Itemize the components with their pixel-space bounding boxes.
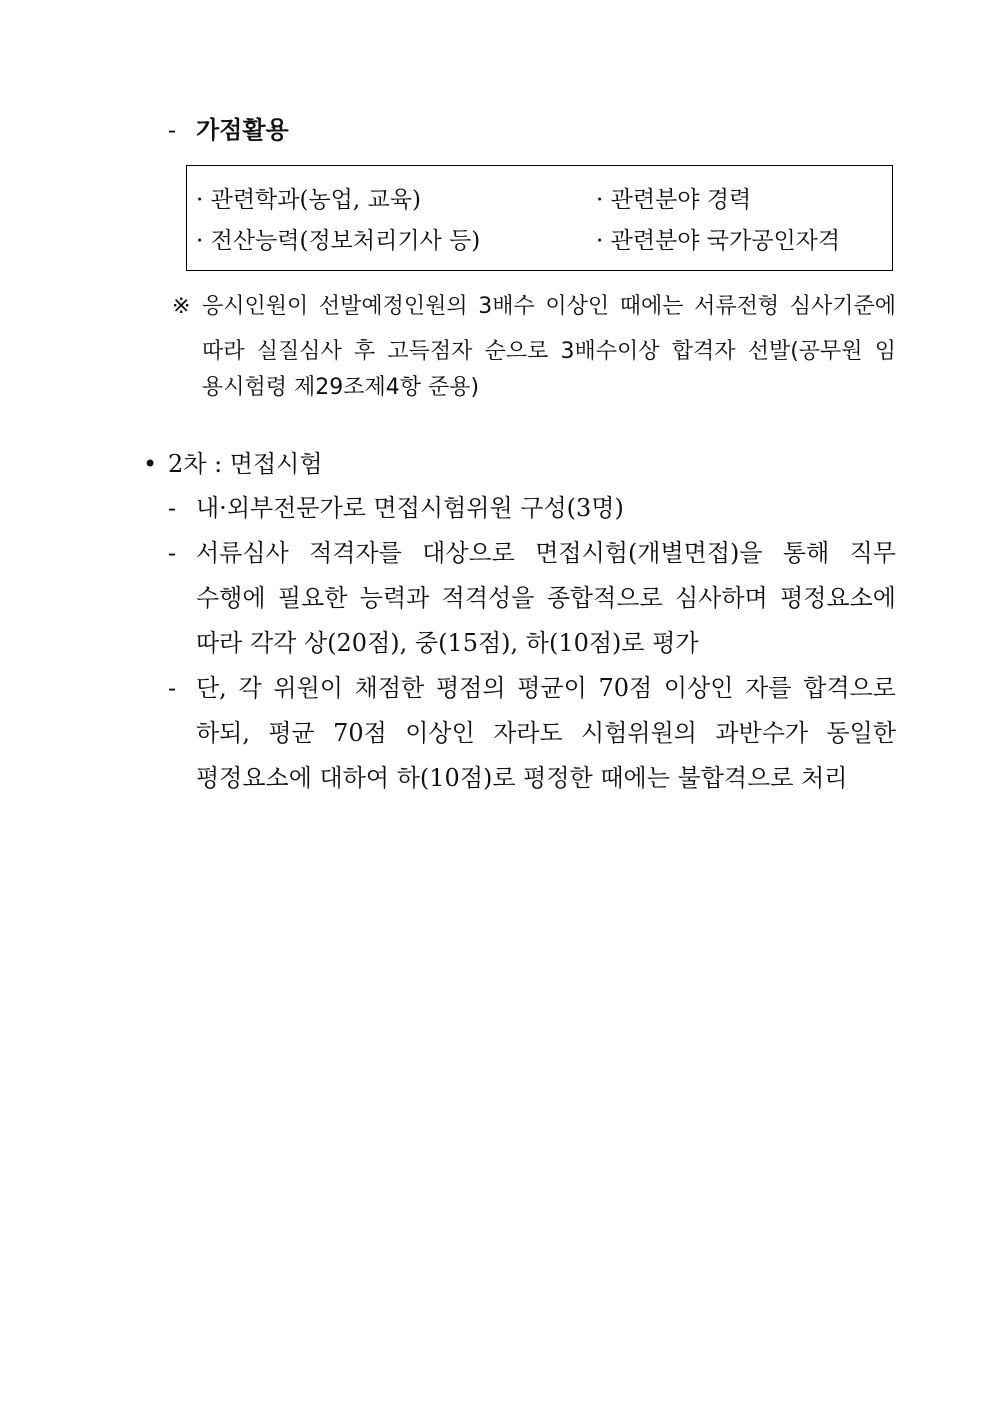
bonus-item: · 관련학과(농업, 교육): [196, 187, 421, 213]
item-text-line: 따라 각각 상(20점), 중(15점), 하(10점)로 평가: [196, 629, 699, 657]
item-text-line: 하되, 평균 70점 이상인 자라도 시험위원의 과반수가 동일한: [196, 719, 896, 747]
note-text-line: 용시험령 제29조제4항 준용): [202, 375, 480, 400]
bonus-item: · 전산능력(정보처리기사 등): [196, 228, 481, 254]
item-text-line: 수행에 필요한 능력과 적격성을 종합적으로 심사하며 평정요소에: [196, 584, 896, 612]
item-dash: -: [168, 674, 177, 702]
item-dash: -: [168, 539, 177, 567]
note-text-line: 응시인원이 선발예정인원의 3배수 이상인 때에는 서류전형 심사기준에: [202, 294, 896, 319]
item-dash: -: [168, 494, 177, 522]
note-text-line: 따라 실질심사 후 고득점자 순으로 3배수이상 합격자 선발(공무원 임: [202, 339, 896, 364]
item-text-line: 단, 각 위원이 채점한 평점의 평균이 70점 이상인 자를 합격으로: [196, 674, 896, 702]
section-heading-interview: 2차 : 면접시험: [168, 450, 323, 478]
bonus-item: · 관련분야 국가공인자격: [596, 228, 841, 254]
note-mark: ※: [172, 294, 191, 319]
item-text-line: 서류심사 적격자를 대상으로 면접시험(개별면접)을 통해 직무: [196, 539, 896, 567]
item-text-line: 평정요소에 대하여 하(10점)로 평정한 때에는 불합격으로 처리: [196, 764, 848, 792]
bonus-item: · 관련분야 경력: [596, 187, 752, 213]
section-bullet: •: [143, 450, 158, 478]
heading-dash: -: [168, 116, 177, 144]
section-heading-bonus: 가점활용: [196, 115, 289, 144]
item-text-line: 내·외부전문가로 면접시험위원 구성(3명): [196, 494, 624, 522]
